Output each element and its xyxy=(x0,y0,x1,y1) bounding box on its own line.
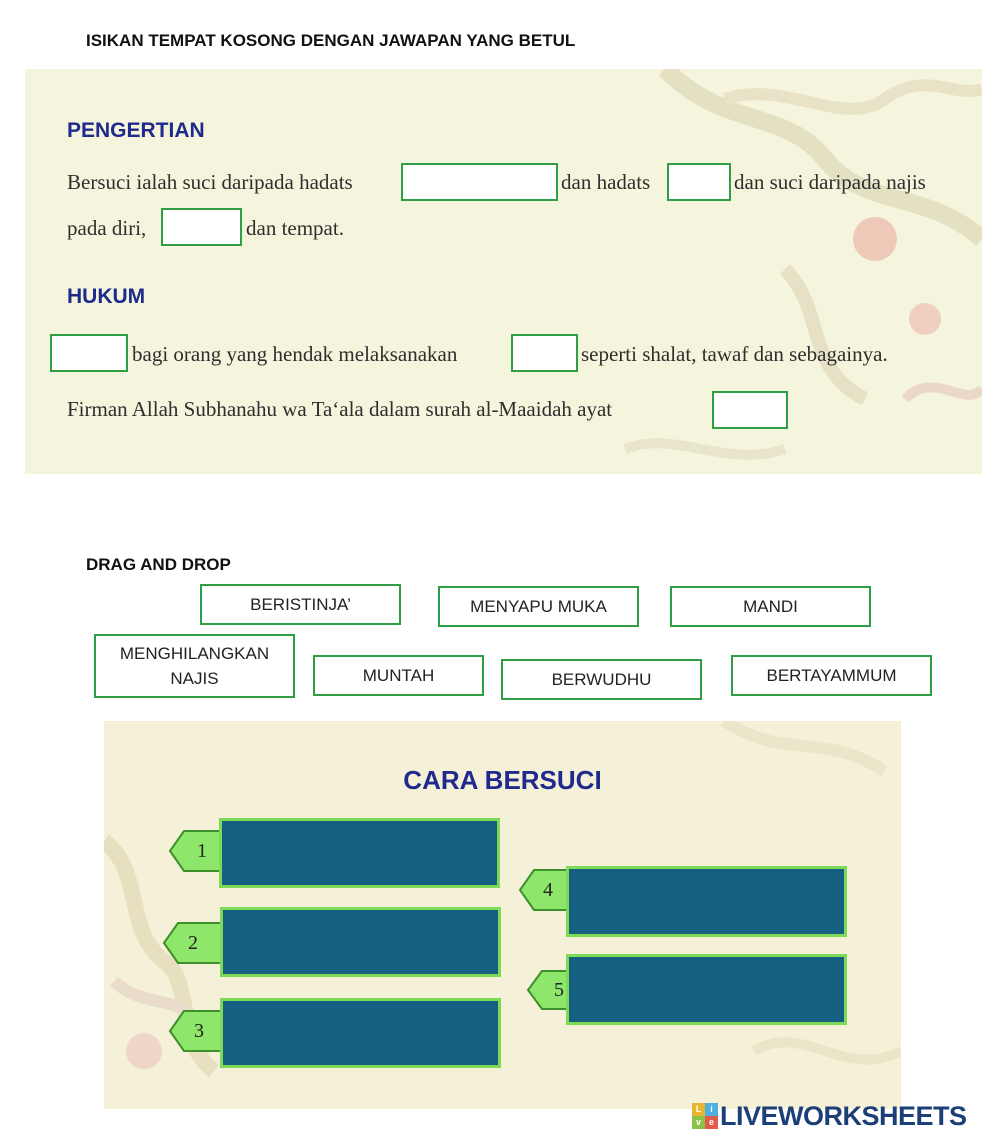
hukum-text-3: Firman Allah Subhanahu wa Ta‘ala dalam surah al-Maaidah ayat xyxy=(67,397,613,421)
fill-in-panel xyxy=(25,69,982,474)
cara-bersuci-panel xyxy=(104,721,901,1109)
pengertian-heading: PENGERTIAN xyxy=(67,119,205,142)
blank-ayat[interactable] xyxy=(712,391,788,429)
pengertian-text-2: dan hadats xyxy=(561,170,651,194)
brand-name: LIVEWORKSHEETS xyxy=(720,1100,967,1131)
option-menghilangkan-najis[interactable]: MENGHILANGKAN NAJIS xyxy=(94,634,295,698)
pengertian-text-5: dan tempat. xyxy=(246,216,344,240)
option-muntah[interactable]: MUNTAH xyxy=(313,655,484,696)
number-tag-1 xyxy=(168,828,224,874)
option-beristinja[interactable]: BERISTINJA’ xyxy=(200,584,401,625)
blank-hadats-1[interactable] xyxy=(401,163,558,201)
blank-hukum[interactable] xyxy=(50,334,128,372)
tag-label-2: 2 xyxy=(188,932,198,954)
tag-label-4: 4 xyxy=(543,879,553,901)
drop-slot-5[interactable] xyxy=(566,954,847,1025)
tag-label-1: 1 xyxy=(197,840,207,862)
liveworksheets-logo xyxy=(692,1099,967,1133)
hukum-text-2: seperti shalat, tawaf dan sebagainya. xyxy=(581,342,888,366)
drop-slot-1[interactable] xyxy=(219,818,500,888)
hukum-text-1: bagi orang yang hendak melaksanakan xyxy=(132,342,458,366)
instruction-title: ISIKAN TEMPAT KOSONG DENGAN JAWAPAN YANG BETUL xyxy=(86,31,576,50)
option-bertayammum[interactable]: BERTAYAMMUM xyxy=(731,655,932,696)
option-menyapu-muka[interactable]: MENYAPU MUKA xyxy=(438,586,639,627)
option-mandi[interactable]: MANDI xyxy=(670,586,871,627)
drop-slot-4[interactable] xyxy=(566,866,847,937)
pengertian-text-3: dan suci daripada najis xyxy=(734,170,926,194)
pengertian-text-4: pada diri, xyxy=(67,216,147,240)
drop-slot-2[interactable] xyxy=(220,907,501,977)
cara-bersuci-title: CARA BERSUCI xyxy=(403,765,602,795)
tag-label-3: 3 xyxy=(194,1020,204,1042)
blank-ibadah[interactable] xyxy=(511,334,578,372)
blank-diri[interactable] xyxy=(161,208,242,246)
tag-label-5: 5 xyxy=(554,979,564,1001)
hukum-heading: HUKUM xyxy=(67,285,146,308)
liveworksheets-icon: L i v e xyxy=(692,1103,718,1129)
option-berwudhu[interactable]: BERWUDHU xyxy=(501,659,702,700)
pengertian-text-1: Bersuci ialah suci daripada hadats xyxy=(67,170,353,194)
blank-hadats-2[interactable] xyxy=(667,163,731,201)
drag-and-drop-title: DRAG AND DROP xyxy=(86,555,231,574)
drop-slot-3[interactable] xyxy=(220,998,501,1068)
